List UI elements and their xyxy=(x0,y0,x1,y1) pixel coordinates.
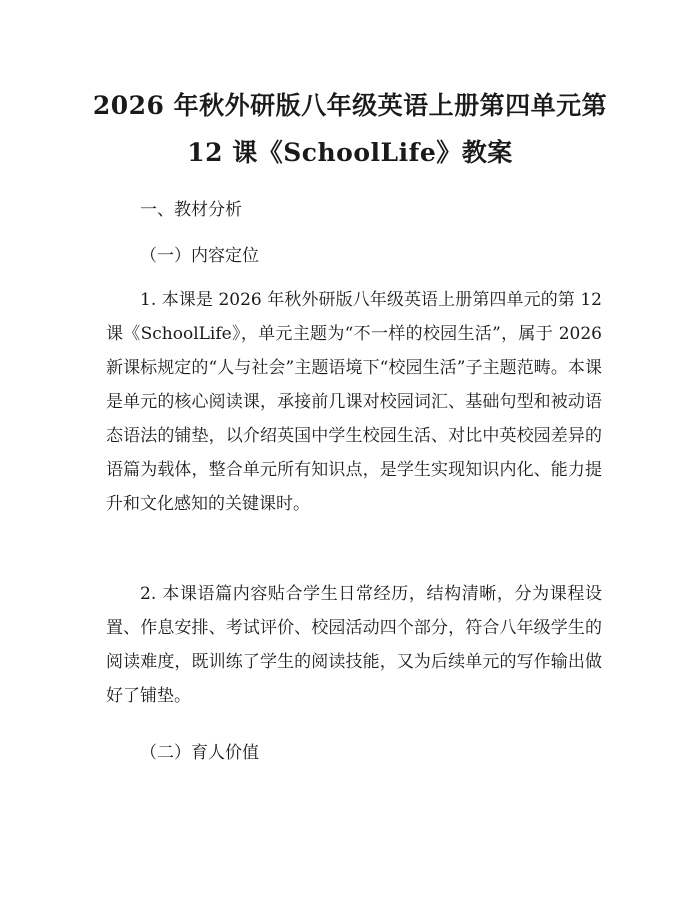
paragraph-2: 2. 本课语篇内容贴合学生日常经历，结构清晰，分为课程设置、作息安排、考试评价、校园活动四个部分，符合八年级学生的阅读难度，既训练了学生的阅读技能，又为后续单元的写作输出做好了铺垫。 xyxy=(106,584,602,706)
subsection-heading-educational-value: （二）育人价值 xyxy=(140,743,259,763)
document-title-line-2: 12 课《SchoolLife》教案 xyxy=(187,138,513,167)
document-title-line-1: 2026 年秋外研版八年级英语上册第四单元第 xyxy=(92,91,608,120)
subsection-heading-content-positioning: （一）内容定位 xyxy=(140,246,259,266)
section-heading-textbook-analysis: 一、教材分析 xyxy=(140,200,242,220)
paragraph-1: 1. 本课是 2026 年秋外研版八年级英语上册第四单元的第 12 课《SchoolLife》，单元主题为“不一样的校园生活”，属于 2026 新课标规定的“人与社会”主题语境下“校园生活”子主题范畴。本课是单元的核心阅读课，承接前几课对校园词汇、基础句型和被动语态语法的铺垫，以介绍英国中学生校园生活、对比中英校园差异的语篇为载体，整合单元所有知识点，是学生实现知识内化、能力提升和文化感知的关键课时。 xyxy=(106,290,602,514)
